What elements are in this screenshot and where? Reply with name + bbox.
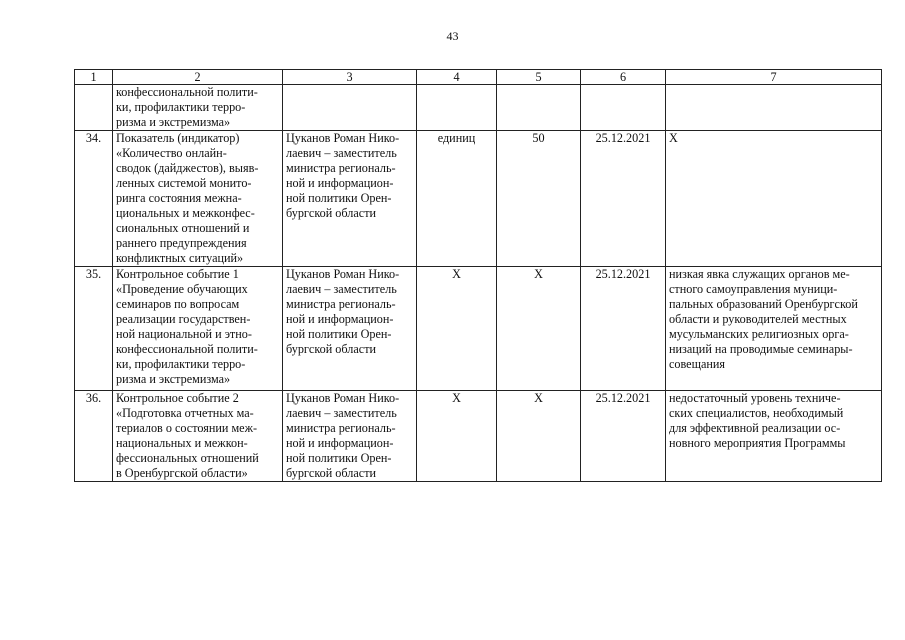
cell-responsible-line: министра региональ-	[286, 161, 396, 175]
cell-indicator-name-line: раннего предупреждения	[116, 236, 247, 250]
cell-date: 25.12.2021	[581, 267, 666, 391]
cell-indicator-name-line: ризма и экстремизма»	[116, 372, 231, 386]
cell-indicator-name-line: фессиональных отношений	[116, 451, 259, 465]
cell-indicator-name-line: циональных и межконфес-	[116, 206, 255, 220]
cell-number: 36.	[75, 391, 113, 482]
cell-risk-line: совещания	[669, 357, 726, 371]
cell-responsible-line: министра региональ-	[286, 421, 396, 435]
cell-date: 25.12.2021	[581, 391, 666, 482]
plan-table	[74, 69, 882, 482]
cell-responsible-line: лаевич – заместитель	[286, 406, 397, 420]
cell-indicator-name-line: териалов о состоянии меж-	[116, 421, 258, 435]
cell-responsible-line: Цуканов Роман Нико-	[286, 391, 400, 405]
cell-risk	[666, 85, 882, 131]
cell-indicator-name-line: «Количество онлайн-	[116, 146, 227, 160]
cell-responsible-line: ной и информацион-	[286, 436, 394, 450]
cell-responsible-line: министра региональ-	[286, 297, 396, 311]
cell-indicator-name-line: ки, профилактики терро-	[116, 100, 246, 114]
cell-risk-line: мусульманских религиозных орга-	[669, 327, 849, 341]
cell-date	[581, 85, 666, 131]
cell-unit: Х	[417, 267, 497, 391]
cell-risk-line: области и руководителей местных	[669, 312, 847, 326]
cell-indicator-name-line: Контрольное событие 2	[116, 391, 239, 405]
cell-responsible-line: ной и информацион-	[286, 312, 394, 326]
cell-indicator-name-line: реализации государствен-	[116, 312, 251, 326]
header-col-4: 4	[417, 70, 497, 85]
cell-indicator-name-line: конфликтных ситуаций»	[116, 251, 244, 265]
cell-unit: Х	[417, 391, 497, 482]
cell-responsible-line: бургской области	[286, 466, 377, 480]
cell-risk	[666, 391, 882, 482]
cell-responsible-line: ной и информацион-	[286, 176, 394, 190]
table-row	[75, 85, 882, 131]
cell-value: Х	[497, 391, 581, 482]
cell-indicator-name-line: Контрольное событие 1	[116, 267, 239, 281]
cell-risk-line: ских специалистов, необходимый	[669, 406, 844, 420]
cell-responsible-line: лаевич – заместитель	[286, 146, 397, 160]
cell-risk-line: недостаточный уровень техниче-	[669, 391, 841, 405]
cell-risk	[666, 131, 882, 267]
cell-number	[75, 85, 113, 131]
cell-responsible-line: бургской области	[286, 206, 377, 220]
cell-indicator-name-line: национальных и межкон-	[116, 436, 248, 450]
header-col-5: 5	[497, 70, 581, 85]
cell-responsible	[283, 267, 417, 391]
cell-indicator-name-line: Показатель (индикатор)	[116, 131, 240, 145]
header-col-7: 7	[666, 70, 882, 85]
table-row	[75, 131, 882, 267]
cell-unit: единиц	[417, 131, 497, 267]
cell-responsible	[283, 391, 417, 482]
header-col-6: 6	[581, 70, 666, 85]
cell-indicator-name-line: сводок (дайджестов), выяв-	[116, 161, 259, 175]
cell-indicator-name-line: ленных системой монито-	[116, 176, 252, 190]
cell-responsible-line: ной политики Орен-	[286, 327, 392, 341]
cell-indicator-name-line: сиональных отношений и	[116, 221, 250, 235]
cell-responsible-line: Цуканов Роман Нико-	[286, 131, 400, 145]
cell-indicator-name-line: конфессиональной полити-	[116, 342, 258, 356]
cell-indicator-name-line: в Оренбургской области»	[116, 466, 248, 480]
cell-risk-line: низкая явка служащих органов ме-	[669, 267, 850, 281]
cell-indicator-name-line: ринга состояния межна-	[116, 191, 242, 205]
cell-number: 34.	[75, 131, 113, 267]
cell-responsible	[283, 131, 417, 267]
cell-indicator-name	[113, 131, 283, 267]
cell-responsible	[283, 85, 417, 131]
cell-risk	[666, 267, 882, 391]
header-row	[75, 70, 882, 85]
cell-risk-line: новного мероприятия Программы	[669, 436, 846, 450]
cell-risk-line: пальных образований Оренбургской	[669, 297, 858, 311]
header-col-2: 2	[113, 70, 283, 85]
header-col-3: 3	[283, 70, 417, 85]
cell-value	[497, 85, 581, 131]
cell-responsible-line: лаевич – заместитель	[286, 282, 397, 296]
cell-risk-line: для эффективной реализации ос-	[669, 421, 841, 435]
cell-value: 50	[497, 131, 581, 267]
cell-indicator-name	[113, 85, 283, 131]
cell-indicator-name-line: ной национальной и этно-	[116, 327, 252, 341]
page-number: 43	[446, 29, 459, 43]
cell-number: 35.	[75, 267, 113, 391]
cell-indicator-name	[113, 267, 283, 391]
cell-responsible-line: ной политики Орен-	[286, 191, 392, 205]
cell-indicator-name-line: конфессиональной полити-	[116, 85, 258, 99]
cell-indicator-name-line: семинаров по вопросам	[116, 297, 240, 311]
cell-indicator-name-line: ки, профилактики терро-	[116, 357, 246, 371]
cell-risk-line: стного самоуправления муници-	[669, 282, 838, 296]
cell-risk-line: низаций на проводимые семинары-	[669, 342, 853, 356]
cell-responsible-line: ной политики Орен-	[286, 451, 392, 465]
cell-indicator-name-line: «Подготовка отчетных ма-	[116, 406, 254, 420]
cell-indicator-name-line: ризма и экстремизма»	[116, 115, 231, 129]
header-col-1: 1	[75, 70, 113, 85]
table-row	[75, 267, 882, 391]
cell-risk-line: Х	[669, 131, 678, 145]
cell-responsible-line: бургской области	[286, 342, 377, 356]
cell-indicator-name	[113, 391, 283, 482]
cell-unit	[417, 85, 497, 131]
table-body	[75, 85, 882, 482]
cell-value: Х	[497, 267, 581, 391]
cell-responsible-line: Цуканов Роман Нико-	[286, 267, 400, 281]
cell-indicator-name-line: «Проведение обучающих	[116, 282, 248, 296]
table-row	[75, 391, 882, 482]
cell-date: 25.12.2021	[581, 131, 666, 267]
